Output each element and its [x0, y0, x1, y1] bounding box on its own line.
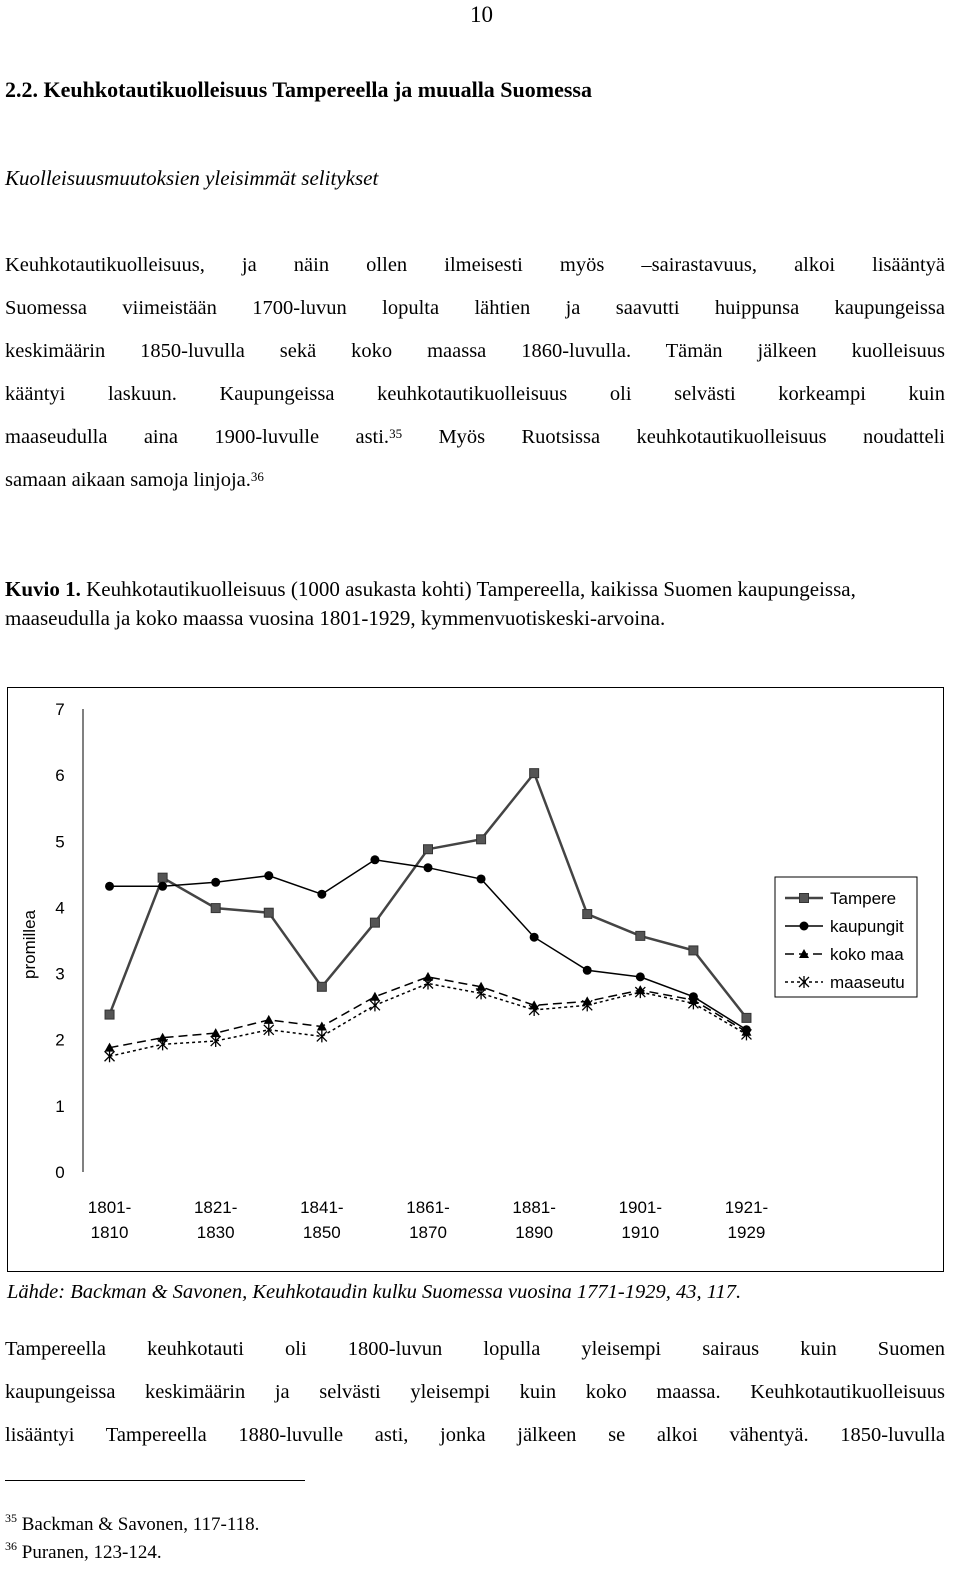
paragraph-line: lisääntyi Tampereella 1880-luvulle asti, jonka jälkeen se alkoi vähentyä. 1850-luvulla [5, 1424, 945, 1446]
data-point [317, 982, 326, 991]
y-tick-label: 2 [55, 1030, 65, 1050]
data-point [211, 878, 220, 887]
data-point [158, 882, 167, 891]
figure-source: Lähde: Backman & Savonen, Keuhkotaudin kulku Suomessa vuosina 1771-1929, 43, 117. [7, 1281, 742, 1303]
paragraph-line: Keuhkotautikuolleisuus, ja näin ollen ilmeisesti myös –sairastavuus, alkoi lisääntyä [5, 254, 945, 276]
legend-label: Tampere [830, 889, 897, 908]
paragraph-line: kaupungeissa keskimäärin ja selvästi yleisempi kuin koko maassa. Keuhkotautikuolleisuus [5, 1381, 945, 1403]
x-tick-label: 1881- [512, 1198, 556, 1217]
data-point [105, 1010, 114, 1019]
footnote-text: Backman & Savonen, 117-118. [21, 1514, 260, 1535]
data-point [636, 931, 645, 940]
data-point [105, 882, 114, 891]
body-paragraph-1 [5, 244, 945, 502]
tuberculosis-mortality-chart [8, 688, 945, 1273]
paragraph-line: keskimäärin 1850-luvulla sekä koko maassa 1860-luvulla. Tämän jälkeen kuolleisuus [5, 340, 945, 362]
figure-caption-text: Keuhkotautikuolleisuus (1000 asukasta kohti) Tampereella, kaikissa Suomen kaupungeissa, maaseudulla ja koko maassa vuosina 1801-1929, kymmenvuotiskeski-arvoina. [5, 577, 856, 630]
data-point [105, 1050, 115, 1062]
chart-frame [7, 687, 944, 1272]
paragraph-text: maaseudulla aina 1900-luvulle asti. [5, 426, 390, 448]
legend-label: kaupungit [830, 917, 904, 936]
data-point [583, 910, 592, 919]
footnote-text: Puranen, 123-124. [21, 1542, 162, 1563]
subheading: Kuolleisuusmuutoksien yleisimmät selitykset [5, 166, 379, 190]
y-tick-label: 5 [55, 832, 65, 852]
x-tick-label: 1810 [90, 1223, 129, 1242]
paragraph-line: Tampereella keuhkotauti oli 1800-luvun lopulla yleisempi sairaus kuin Suomen [5, 1338, 945, 1360]
legend-label: koko maa [830, 945, 904, 964]
data-point [477, 835, 486, 844]
x-tick-label: 1850 [302, 1223, 341, 1242]
paragraph-text: Myös Ruotsissa keuhkotautikuolleisuus noudatteli [438, 426, 945, 448]
data-point [800, 894, 809, 903]
page-number: 10 [470, 2, 493, 27]
x-tick-label: 1830 [196, 1223, 235, 1242]
y-tick-label: 4 [55, 898, 65, 918]
footnote-number: 36 [5, 1539, 17, 1553]
data-point [370, 999, 380, 1011]
footnote-35 [5, 1511, 260, 1536]
paragraph-text: samaan aikaan samoja linjoja. [5, 469, 251, 491]
y-tick-label: 7 [55, 700, 65, 719]
x-tick-label: 1921- [724, 1198, 769, 1217]
x-tick-label: 1801- [87, 1198, 132, 1217]
y-axis-label: promillea [20, 910, 39, 979]
data-point [583, 966, 592, 975]
data-point [800, 922, 809, 931]
series-line [110, 860, 747, 1030]
footnote-divider [5, 1480, 305, 1481]
data-point [530, 769, 539, 778]
paragraph-line: Suomessa viimeistään 1700-luvun lopulta lähtien ja saavutti huippunsa kaupungeissa [5, 297, 945, 319]
data-point [264, 908, 273, 917]
x-tick-label: 1910 [621, 1223, 660, 1242]
x-tick-label: 1890 [515, 1223, 554, 1242]
y-tick-label: 0 [55, 1163, 65, 1182]
data-point [530, 933, 539, 942]
data-point [636, 972, 645, 981]
data-point [424, 863, 433, 872]
section-heading: 2.2. Keuhkotautikuolleisuus Tampereella ja muualla Suomessa [5, 77, 592, 102]
x-tick-label: 1841- [300, 1198, 344, 1217]
data-point [317, 890, 326, 899]
paragraph-line [5, 459, 945, 502]
data-point [370, 855, 379, 864]
data-point [742, 1013, 751, 1022]
footnote-ref-35: 35 [389, 426, 403, 441]
y-tick-label: 3 [55, 964, 65, 984]
data-point [424, 845, 433, 854]
data-point [158, 873, 167, 882]
data-point [477, 874, 486, 883]
data-point [158, 1038, 168, 1050]
x-tick-label: 1861- [406, 1198, 450, 1217]
data-point [689, 946, 698, 955]
x-tick-label: 1929 [727, 1223, 766, 1242]
data-point [264, 1015, 274, 1024]
y-tick-label: 1 [55, 1096, 65, 1116]
x-tick-label: 1821- [193, 1198, 238, 1217]
paragraph-line: kääntyi laskuun. Kaupungeissa keuhkotautikuolleisuus oli selvästi korkeampi kuin [5, 383, 945, 405]
figure-label: Kuvio 1. [5, 577, 81, 601]
data-point [211, 904, 220, 913]
data-point [529, 1004, 539, 1016]
y-tick-label: 6 [55, 766, 65, 786]
footnote-number: 35 [5, 1511, 17, 1525]
x-tick-label: 1870 [409, 1223, 447, 1242]
footnote-36 [5, 1539, 162, 1564]
figure-caption [5, 575, 940, 633]
data-point [370, 918, 379, 927]
footnote-ref-36: 36 [250, 469, 264, 484]
paragraph-line [5, 416, 945, 459]
legend-label: maaseutu [830, 973, 905, 992]
body-paragraph-2 [5, 1328, 945, 1457]
series-line [110, 984, 747, 1057]
data-point [264, 871, 273, 880]
x-tick-label: 1901- [618, 1198, 663, 1217]
